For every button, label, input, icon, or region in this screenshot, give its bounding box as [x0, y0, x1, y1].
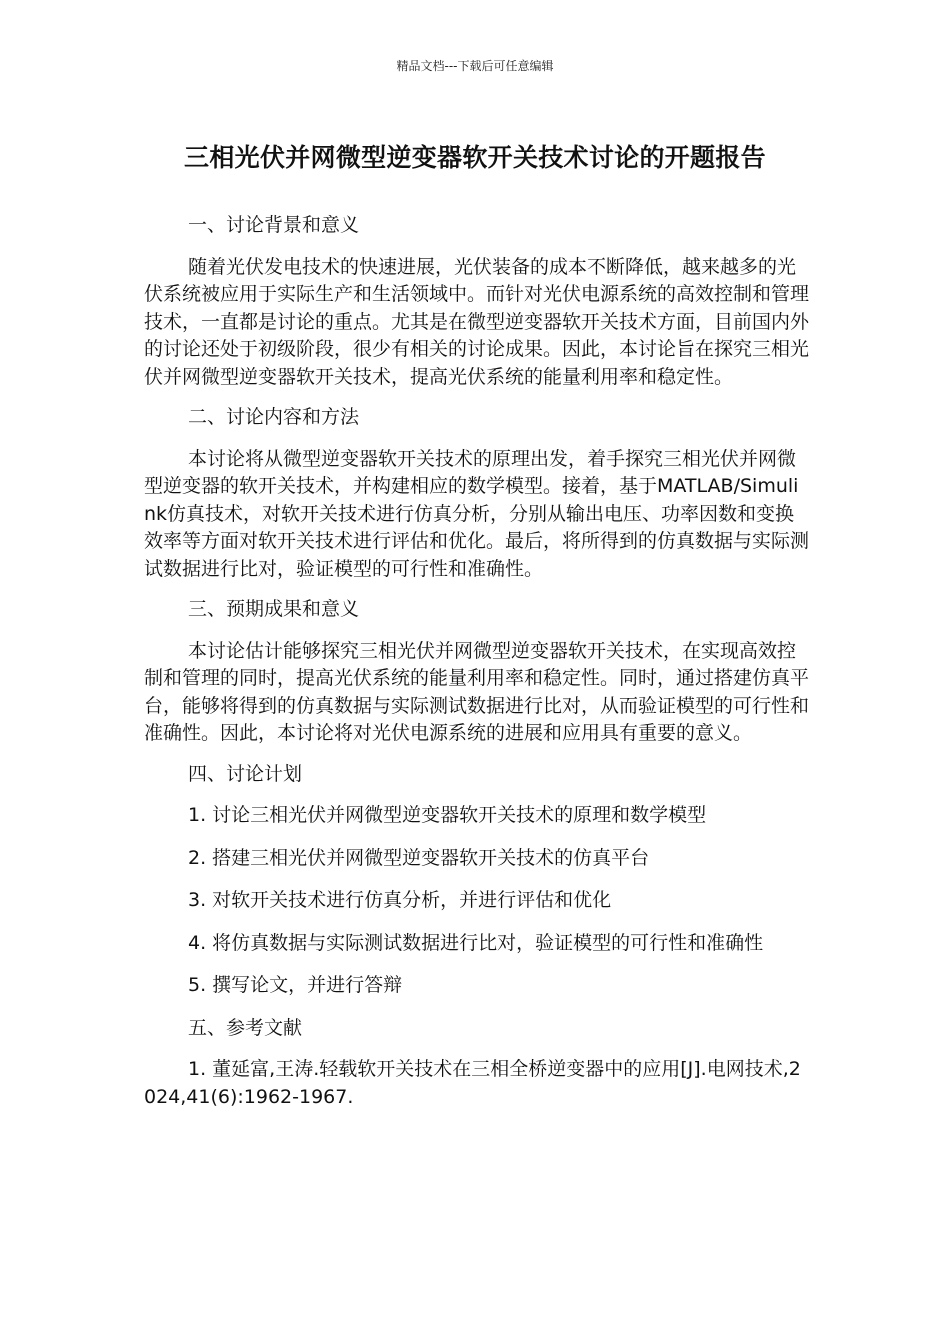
section-heading-method: 二、讨论内容和方法: [188, 406, 360, 428]
plan-item: 5. 撰写论文，并进行答辩: [188, 974, 403, 996]
reference-item: 1. 董延富,王涛.轻载软开关技术在三相全桥逆变器中的应用[J].电网技术,2024,41(6):1962-1967.: [144, 1058, 801, 1108]
plan-item: 3. 对软开关技术进行仿真分析，并进行评估和优化: [188, 889, 612, 911]
plan-item: 1. 讨论三相光伏并网微型逆变器软开关技术的原理和数学模型: [188, 804, 707, 826]
document-title: 三相光伏并网微型逆变器软开关技术讨论的开题报告: [184, 143, 766, 172]
section-body-method: 本讨论将从微型逆变器软开关技术的原理出发，着手探究三相光伏并网微型逆变器的软开关技术，并构建相应的数学模型。接着，基于MATLAB/Simulink仿真技术，对软开关技术进行仿真分析，分别从输出电压、功率因数和变换效率等方面对软开关技术进行评估和优化。最后，将所得到的仿真数据与实际测试数据进行比对，验证模型的可行性和准确性。: [144, 447, 810, 580]
page-header-note: 精品文档---下载后可任意编辑: [396, 59, 554, 73]
section-heading-outcome: 三、预期成果和意义: [188, 598, 360, 620]
section-body-outcome: 本讨论估计能够探究三相光伏并网微型逆变器软开关技术，在实现高效控制和管理的同时，提高光伏系统的能量利用率和稳定性。同时，通过搭建仿真平台，能够将得到的仿真数据与实际测试数据进行比对，从而验证模型的可行性和准确性。因此，本讨论将对光伏电源系统的进展和应用具有重要的意义。: [144, 639, 810, 744]
section-heading-plan: 四、讨论计划: [188, 762, 303, 785]
section-heading-background: 一、讨论背景和意义: [188, 214, 360, 236]
plan-item: 2. 搭建三相光伏并网微型逆变器软开关技术的仿真平台: [188, 846, 650, 869]
plan-item: 4. 将仿真数据与实际测试数据进行比对，验证模型的可行性和准确性: [188, 931, 764, 954]
section-heading-references: 五、参考文献: [188, 1016, 303, 1039]
section-body-background: 随着光伏发电技术的快速进展，光伏装备的成本不断降低，越来越多的光伏系统被应用于实际生产和生活领域中。而针对光伏电源系统的高效控制和管理技术，一直都是讨论的重点。尤其是在微型逆变器软开关技术方面，目前国内外的讨论还处于初级阶段，很少有相关的讨论成果。因此，本讨论旨在探究三相光伏并网微型逆变器软开关技术，提高光伏系统的能量利用率和稳定性。: [144, 255, 810, 388]
document-body: [144, 212, 809, 1124]
